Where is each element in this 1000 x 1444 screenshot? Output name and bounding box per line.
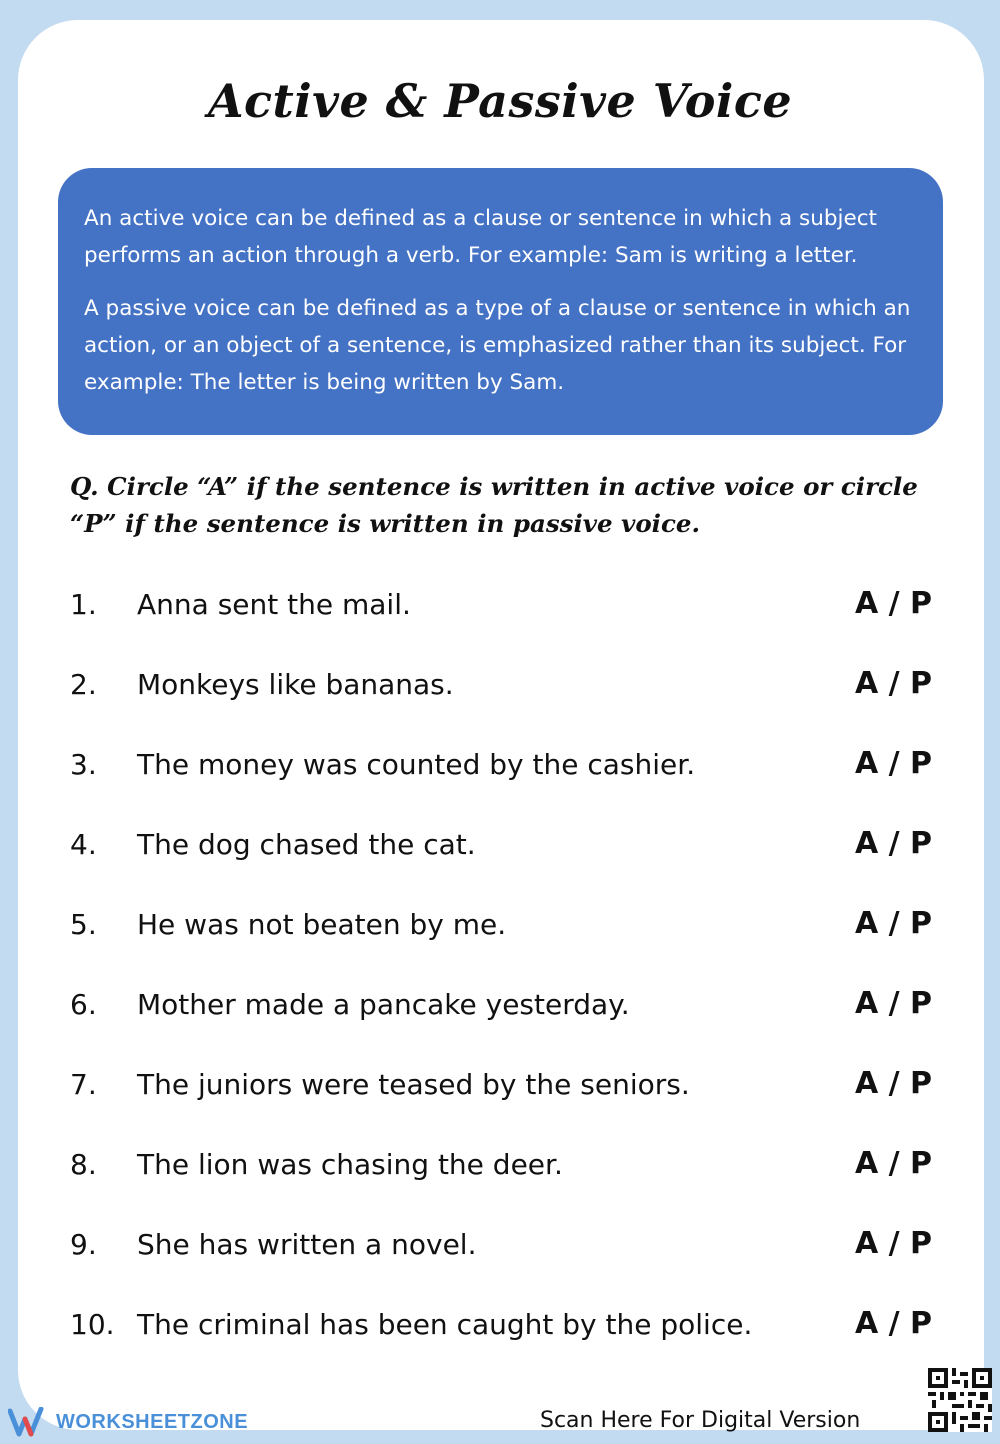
item-number: 7.: [70, 1068, 97, 1101]
question-item: [0, 898, 1000, 958]
answer-choice[interactable]: A / P: [854, 746, 932, 781]
answer-choice[interactable]: A / P: [854, 1146, 932, 1181]
item-number: 5.: [70, 908, 97, 941]
answer-choice[interactable]: A / P: [854, 1226, 932, 1261]
definition-box: [58, 168, 943, 435]
scan-instruction: Scan Here For Digital Version: [540, 1408, 861, 1433]
active-voice-definition: An active voice can be defined as a clause or sentence in which a subject performs an action through a verb. For example: Sam is writing a letter.: [84, 206, 877, 268]
answer-choice[interactable]: A / P: [854, 986, 932, 1021]
answer-choice[interactable]: A / P: [854, 1306, 932, 1341]
answer-choice[interactable]: A / P: [854, 586, 932, 621]
question-item: [0, 1138, 1000, 1198]
item-number: 6.: [70, 988, 97, 1021]
item-number: 10.: [70, 1308, 115, 1341]
item-number: 9.: [70, 1228, 97, 1261]
answer-choice[interactable]: A / P: [854, 666, 932, 701]
question-item: [0, 818, 1000, 878]
item-sentence: The juniors were teased by the seniors.: [137, 1068, 690, 1101]
question-item: [0, 1218, 1000, 1278]
question-item: [0, 978, 1000, 1038]
question-item: [0, 578, 1000, 638]
answer-choice[interactable]: A / P: [854, 826, 932, 861]
item-sentence: She has written a novel.: [137, 1228, 477, 1261]
item-number: 2.: [70, 668, 97, 701]
item-sentence: Mother made a pancake yesterday.: [137, 988, 630, 1021]
passive-voice-definition: A passive voice can be defined as a type of a clause or sentence in which an action, or an object of a sentence, is emphasized rather than its subject. For example: The letter is being written by Sam.: [84, 296, 911, 395]
item-sentence: He was not beaten by me.: [137, 908, 507, 941]
item-sentence: The money was counted by the cashier.: [137, 748, 696, 781]
item-sentence: Monkeys like bananas.: [137, 668, 454, 701]
item-number: 4.: [70, 828, 97, 861]
item-number: 8.: [70, 1148, 97, 1181]
question-item: [0, 1298, 1000, 1358]
brand-footer: [8, 1402, 248, 1442]
question-item: [0, 658, 1000, 718]
answer-choice[interactable]: A / P: [854, 906, 932, 941]
item-sentence: The dog chased the cat.: [137, 828, 476, 861]
question-item: [0, 1058, 1000, 1118]
w-logo-icon: [8, 1407, 50, 1437]
item-sentence: The criminal has been caught by the police.: [137, 1308, 753, 1341]
answer-choice[interactable]: A / P: [854, 1066, 932, 1101]
item-sentence: Anna sent the mail.: [137, 588, 411, 621]
worksheet-title: Active & Passive Voice: [207, 74, 793, 128]
qr-code-icon[interactable]: [928, 1368, 992, 1432]
brand-name: WORKSHEETZONE: [56, 1410, 249, 1433]
question-item: [0, 738, 1000, 798]
item-number: 3.: [70, 748, 97, 781]
item-number: 1.: [70, 588, 97, 621]
item-sentence: The lion was chasing the deer.: [137, 1148, 563, 1181]
question-instruction: Q. Circle “A” if the sentence is written in active voice or circle “P” if the sentence is written in passive voice.: [70, 472, 918, 538]
